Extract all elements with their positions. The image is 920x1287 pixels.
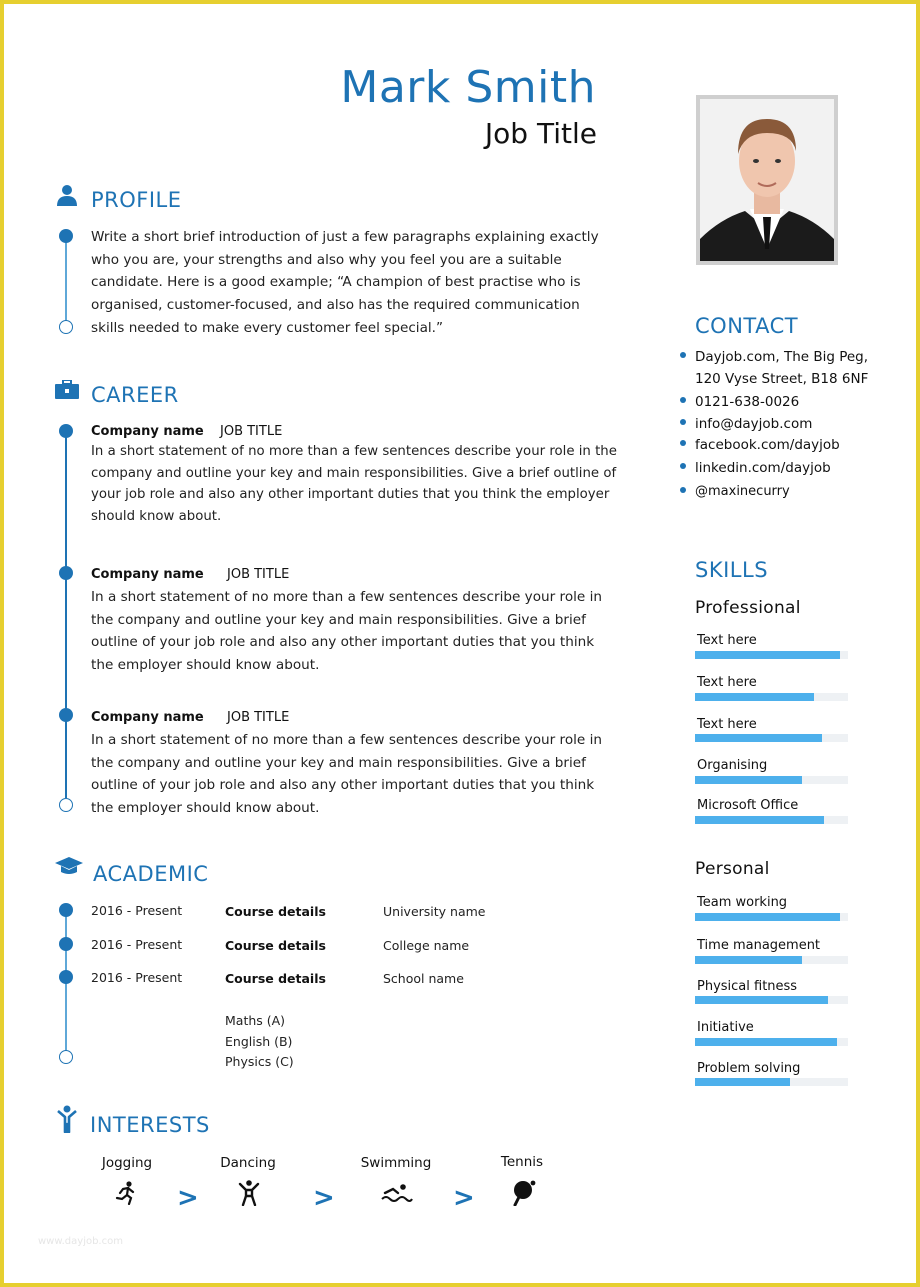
- skills-heading: SKILLS: [695, 558, 769, 582]
- timeline-end-dot: [59, 798, 73, 812]
- career-line: the company and outline your key and main responsibilities. Give a brief: [91, 611, 586, 628]
- candidate-name: Mark Smith: [340, 62, 596, 113]
- skill-bar-fill: [695, 693, 814, 701]
- subject-list: [225, 1011, 294, 1073]
- profile-line: Write a short brief introduction of just a few paragraphs explaining exactly: [91, 229, 599, 245]
- skill-bar-track: [695, 1078, 848, 1086]
- skill-label: Initiative: [697, 1020, 754, 1035]
- profile-line: who you are, your strengths and also why you feel you are a suitable: [91, 251, 562, 268]
- watermark: www.dayjob.com: [38, 1236, 123, 1247]
- academic-dates: 2016 - Present: [91, 937, 183, 952]
- bullet-icon: [680, 419, 686, 425]
- subject-item: Physics (C): [225, 1054, 294, 1069]
- career-line: In a short statement of no more than a few sentences describe your role in: [91, 732, 603, 748]
- interest-label-tennis: Tennis: [500, 1154, 544, 1170]
- portrait-image: [700, 99, 834, 261]
- company-name: Company name: [91, 424, 204, 439]
- person-arms-up-icon: [57, 1105, 77, 1133]
- academic-dates: 2016 - Present: [91, 903, 183, 918]
- contact-email[interactable]: info@dayjob.com: [680, 416, 812, 432]
- skill-label: Text here: [697, 675, 757, 690]
- profile-line: candidate. Here is a good example; “A champion of best practise who is: [91, 274, 581, 291]
- skill-bar-track: [695, 1038, 848, 1046]
- skill-bar-track: [695, 734, 848, 742]
- swimming-icon: [381, 1183, 413, 1203]
- timeline-dot: [59, 903, 73, 917]
- bullet-icon: [680, 397, 686, 403]
- contact-heading: CONTACT: [695, 314, 799, 338]
- bullet-icon: [680, 487, 686, 493]
- career-line: In a short statement of no more than a few sentences describe your role in: [91, 589, 603, 605]
- skill-label: Microsoft Office: [697, 798, 799, 813]
- career-line: the company and outline your key and main responsibilities. Give a brief: [91, 754, 586, 771]
- bullet-icon: [680, 352, 686, 358]
- contact-address: Dayjob.com, The Big Peg,: [680, 349, 868, 365]
- profile-text: [91, 226, 599, 340]
- skill-bar-track: [695, 651, 848, 659]
- career-line: the employer should know about.: [91, 657, 320, 674]
- timeline-dot: [59, 937, 73, 951]
- tennis-icon: [512, 1180, 536, 1206]
- timeline-dot: [59, 566, 73, 580]
- company-name: Company name: [91, 567, 204, 582]
- job-title: Job Title: [484, 117, 597, 150]
- interest-label-swimming: Swimming: [360, 1155, 432, 1171]
- running-icon: [114, 1181, 136, 1205]
- skill-label: Problem solving: [697, 1061, 801, 1076]
- dancing-icon: [238, 1180, 260, 1206]
- course-details: Course details: [225, 971, 326, 986]
- skill-bar-fill: [695, 1038, 837, 1046]
- skill-bar-fill: [695, 776, 802, 784]
- career-line: company and outline your key and main responsibilities. Give a brief outline of: [91, 465, 617, 481]
- skill-bar-fill: [695, 1078, 790, 1086]
- skill-bar-track: [695, 996, 848, 1004]
- skill-bar-fill: [695, 651, 840, 659]
- profile-heading: PROFILE: [91, 188, 182, 212]
- interest-label-dancing: Dancing: [220, 1155, 276, 1171]
- bullet-icon: [680, 440, 686, 446]
- skill-label: Text here: [697, 633, 757, 648]
- career-timeline: [65, 430, 67, 798]
- professional-skills-heading: Professional: [695, 598, 801, 618]
- bullet-icon: [680, 463, 686, 469]
- contact-address-line2: 120 Vyse Street, B18 6NF: [695, 371, 869, 387]
- career-job-title: JOB TITLE: [227, 567, 290, 582]
- career-description: [91, 729, 602, 820]
- personal-skills-heading: Personal: [695, 859, 770, 879]
- timeline-dot: [59, 970, 73, 984]
- timeline-end-dot: [59, 320, 73, 334]
- company-name: Company name: [91, 710, 204, 725]
- arrow-right-icon: >: [453, 1183, 475, 1213]
- academic-heading: ACADEMIC: [93, 862, 209, 886]
- briefcase-icon: [55, 380, 79, 400]
- academic-dates: 2016 - Present: [91, 970, 183, 985]
- skill-bar-fill: [695, 913, 840, 921]
- contact-twitter[interactable]: @maxinecurry: [680, 484, 790, 499]
- profile-photo: [696, 95, 838, 265]
- skill-label: Text here: [697, 717, 757, 732]
- institution-name: College name: [383, 938, 470, 953]
- person-icon: [56, 184, 78, 206]
- skill-bar-fill: [695, 956, 802, 964]
- skill-label: Time management: [697, 938, 821, 953]
- career-heading: CAREER: [91, 383, 179, 407]
- contact-phone: 0121-638-0026: [680, 394, 799, 410]
- skill-label: Physical fitness: [697, 979, 798, 994]
- skill-label: Organising: [697, 758, 768, 773]
- skill-bar-track: [695, 956, 848, 964]
- timeline-dot: [59, 708, 73, 722]
- profile-line: organised, customer-focused, and also has the required communication: [91, 297, 580, 314]
- skill-label: Team working: [697, 895, 788, 910]
- graduation-cap-icon: [55, 857, 83, 875]
- contact-linkedin[interactable]: linkedin.com/dayjob: [680, 460, 831, 476]
- skill-bar-fill: [695, 734, 822, 742]
- arrow-right-icon: >: [177, 1183, 199, 1213]
- skill-bar-fill: [695, 996, 828, 1004]
- skill-bar-track: [695, 776, 848, 784]
- career-job-title: JOB TITLE: [220, 424, 283, 439]
- skill-bar-fill: [695, 816, 824, 824]
- career-description: [91, 586, 602, 677]
- profile-timeline: [65, 236, 67, 326]
- timeline-dot: [59, 424, 73, 438]
- timeline-dot: [59, 229, 73, 243]
- interest-label-jogging: Jogging: [101, 1155, 153, 1171]
- contact-facebook[interactable]: facebook.com/dayjob: [680, 437, 840, 453]
- skill-bar-track: [695, 913, 848, 921]
- career-line: the employer should know about.: [91, 800, 320, 817]
- interests-heading: INTERESTS: [90, 1113, 210, 1137]
- arrow-right-icon: >: [313, 1183, 335, 1213]
- skill-bar-track: [695, 693, 848, 701]
- course-details: Course details: [225, 904, 326, 919]
- timeline-end-dot: [59, 1050, 73, 1064]
- career-line: In a short statement of no more than a few sentences describe your role in the: [91, 444, 617, 459]
- career-line: outline of your job role and also any other important duties that you think: [91, 777, 595, 794]
- subject-item: English (B): [225, 1033, 293, 1049]
- career-description: [91, 441, 617, 528]
- career-line: outline of your job role and also any other important duties that you think: [91, 634, 595, 651]
- profile-line: skills needed to make every customer feel special.”: [91, 319, 444, 336]
- institution-name: University name: [383, 904, 486, 919]
- subject-item: Maths (A): [225, 1013, 286, 1028]
- course-details: Course details: [225, 938, 326, 953]
- career-line: your job role and also any other important duties that you think the employer: [91, 487, 610, 503]
- skill-bar-track: [695, 816, 848, 824]
- career-line: should know about.: [91, 509, 222, 525]
- institution-name: School name: [383, 971, 464, 986]
- career-job-title: JOB TITLE: [227, 710, 290, 725]
